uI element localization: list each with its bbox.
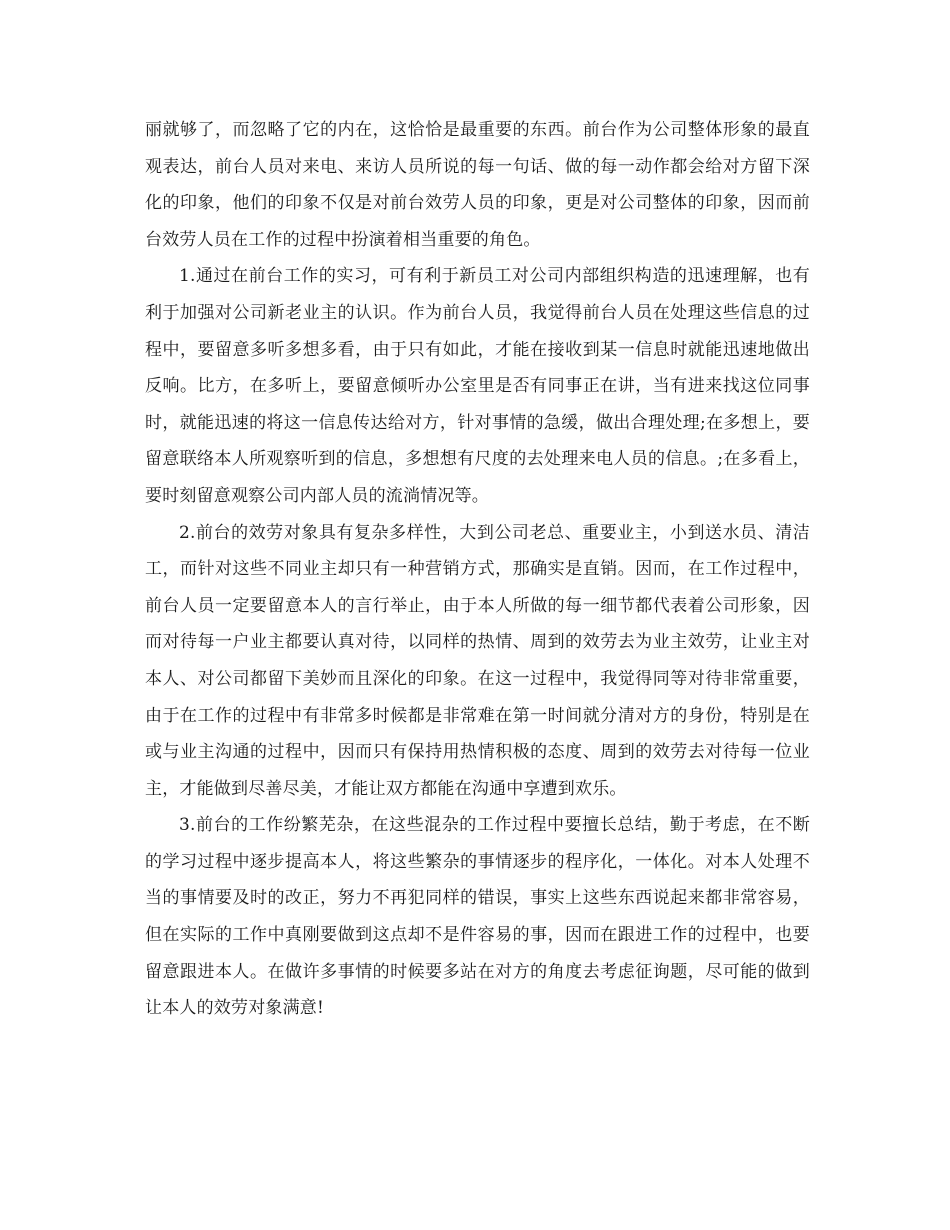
paragraph-point-1: 1.通过在前台工作的实习，可有利于新员工对公司内部组织构造的迅速理解，也有利于加强对公司新老业主的认识。作为前台人员，我觉得前台人员在处理这些信息的过程中，要留意多听多想多看，由于只有如此，才能在接收到某一信息时就能迅速地做出反响。比方，在多听上，要留意倾听办公室里是否有同事正在讲，当有进来找这位同事时，就能迅速的将这一信息传达给对方，针对事情的急缓，做出合理处理;在多想上，要留意联络本人所观察听到的信息，多想想有尺度的去处理来电人员的信息。;在多看上，要时刻留意观察公司内部人员的流淌情况等。 (145, 266, 810, 506)
document-body (145, 112, 810, 1027)
paragraph-point-3: 3.前台的工作纷繁芜杂，在这些混杂的工作过程中要擅长总结，勤于考虑，在不断的学习过程中逐步提高本人，将这些繁杂的事情逐步的程序化，一体化。对本人处理不当的事情要及时的改正，努力不再犯同样的错误，事实上这些东西说起来都非常容易，但在实际的工作中真刚要做到这点却不是件容易的事，因而在跟进工作的过程中，也要留意跟进本人。在做许多事情的时候要多站在对方的角度去考虑征询题，尽可能的做到让本人的效劳对象满意! (145, 815, 810, 1019)
paragraph-continuation: 丽就够了，而忽略了它的内在，这恰恰是最重要的东西。前台作为公司整体形象的最直观表达，前台人员对来电、来访人员所说的每一句话、做的每一动作都会给对方留下深化的印象，他们的印象不仅是对前台效劳人员的印象，更是对公司整体的印象，因而前台效劳人员在工作的过程中扮演着相当重要的角色。 (145, 120, 810, 250)
paragraph-point-2: 2.前台的效劳对象具有复杂多样性，大到公司老总、重要业主，小到送水员、清洁工，而针对这些不同业主却只有一种营销方式，那确实是直销。因而，在工作过程中，前台人员一定要留意本人的言行举止，由于本人所做的每一细节都代表着公司形象，因而对待每一户业主都要认真对待，以同样的热情、周到的效劳去为业主效劳，让业主对本人、对公司都留下美妙而且深化的印象。在这一过程中，我觉得同等对待非常重要，由于在工作的过程中有非常多时候都是非常难在第一时间就分清对方的身份，特别是在或与业主沟通的过程中，因而只有保持用热情积极的态度、周到的效劳去对待每一位业主，才能做到尽善尽美，才能让双方都能在沟通中享遭到欢乐。 (145, 522, 810, 799)
